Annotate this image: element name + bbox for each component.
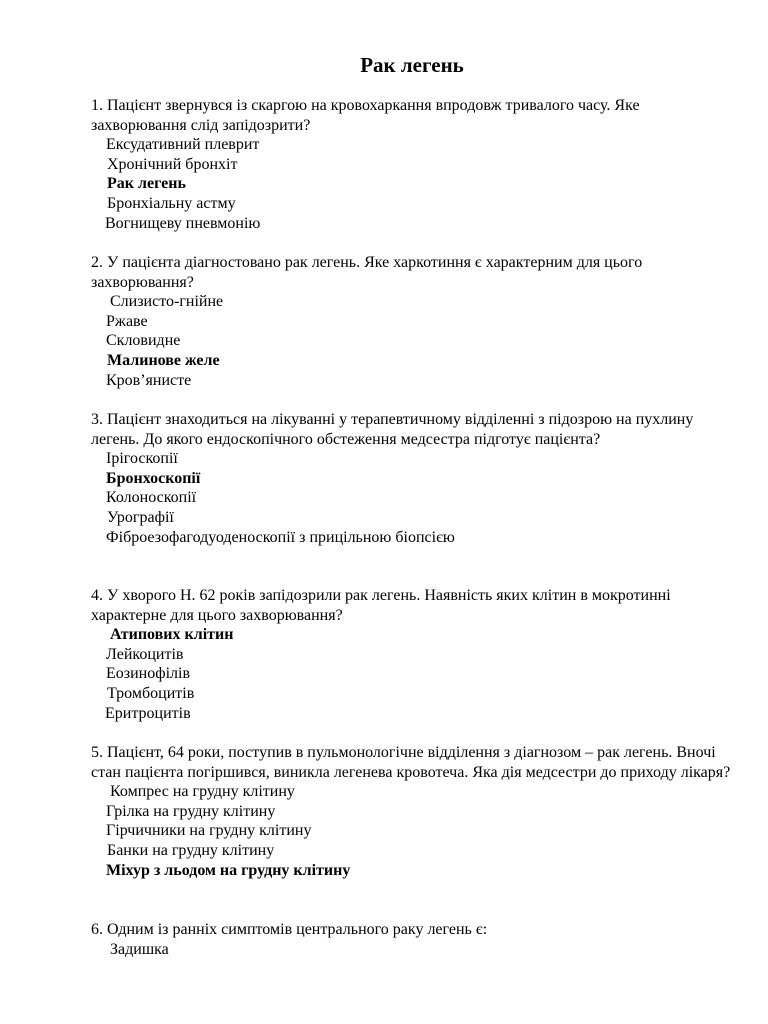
- answer-options: [91, 292, 731, 390]
- answer-option: Вогнищеву пневмонію: [105, 214, 261, 232]
- answer-option: Компрес на грудну клітину: [110, 783, 295, 801]
- question-2: [91, 253, 731, 390]
- answer-option-correct: Малинове желе: [107, 351, 220, 369]
- answer-option-correct: Рак легень: [107, 175, 186, 193]
- answer-option: Бронхіальну астму: [107, 194, 236, 212]
- answer-options: [91, 449, 731, 547]
- answer-options: [91, 625, 731, 723]
- answer-option: Фіброезофагодуоденоскопії з прицільною біопсією: [106, 528, 455, 546]
- answer-option: Тромбоцитів: [107, 684, 195, 702]
- answer-option: Колоноскопії: [106, 489, 197, 507]
- answer-option: Ржаве: [106, 312, 148, 330]
- answer-option: Ірігоскопії: [106, 450, 178, 468]
- answer-option: Еозинофілів: [106, 665, 191, 683]
- question-text: 1. Пацієнт звернувся із скаргою на кровохаркання впродовж тривалого часу. Яке захворювання слід запідозрити?: [91, 97, 640, 134]
- answer-option: Урографії: [107, 508, 174, 526]
- answer-options: [91, 135, 731, 233]
- answer-option: Грілка на грудну клітину: [106, 802, 276, 820]
- question-1: [91, 96, 731, 233]
- answer-option: Скловидне: [106, 332, 181, 350]
- answer-option: Банки на грудну клітину: [107, 841, 275, 859]
- answer-option-correct: Міхур з льодом на грудну клітину: [106, 861, 351, 879]
- answer-options: [91, 782, 731, 880]
- answer-option: Лейкоцитів: [106, 645, 184, 663]
- question-5: [91, 743, 731, 880]
- question-text: 4. У хворого Н. 62 років запідозрили рак легень. Наявність яких клітин в мокротинні характерне для цього захворювання?: [91, 587, 671, 624]
- question-text: 2. У пацієнта діагностовано рак легень. Яке харкотиння є характерним для цього захворювання?: [91, 254, 643, 291]
- answer-option-correct: Атипових клітин: [110, 626, 234, 644]
- question-text: 3. Пацієнт знаходиться на лікуванні у терапевтичному відділенні з підозрою на пухлину легень. До якого ендоскопічного обстеження медсестра підготує пацієнта?: [91, 411, 694, 448]
- answer-option: Ексудативний плеврит: [106, 136, 260, 154]
- question-4: [91, 586, 731, 723]
- answer-options: [91, 940, 731, 960]
- answer-option: Еритроцитів: [105, 704, 191, 722]
- answer-option: Слизисто-гнійне: [110, 293, 224, 311]
- question-3: [91, 410, 731, 547]
- answer-option: Хронічний бронхіт: [107, 155, 238, 173]
- question-text: 5. Пацієнт, 64 роки, поступив в пульмонологічне відділення з діагнозом – рак легень. Вночі стан пацієнта погіршився, виникла легенева кровотеча. Яка дія медсестри до приходу лікаря?: [91, 744, 731, 781]
- answer-option: Гірчичники на грудну клітину: [106, 822, 312, 840]
- answer-option-correct: Бронхоскопії: [106, 469, 201, 487]
- page-title: Рак легень: [360, 53, 464, 77]
- answer-option: Кров’янисте: [106, 371, 192, 389]
- question-text: 6. Одним із ранніх симптомів центрального раку легень є:: [91, 921, 488, 938]
- question-6: [91, 920, 731, 959]
- answer-option: Задишка: [110, 940, 169, 958]
